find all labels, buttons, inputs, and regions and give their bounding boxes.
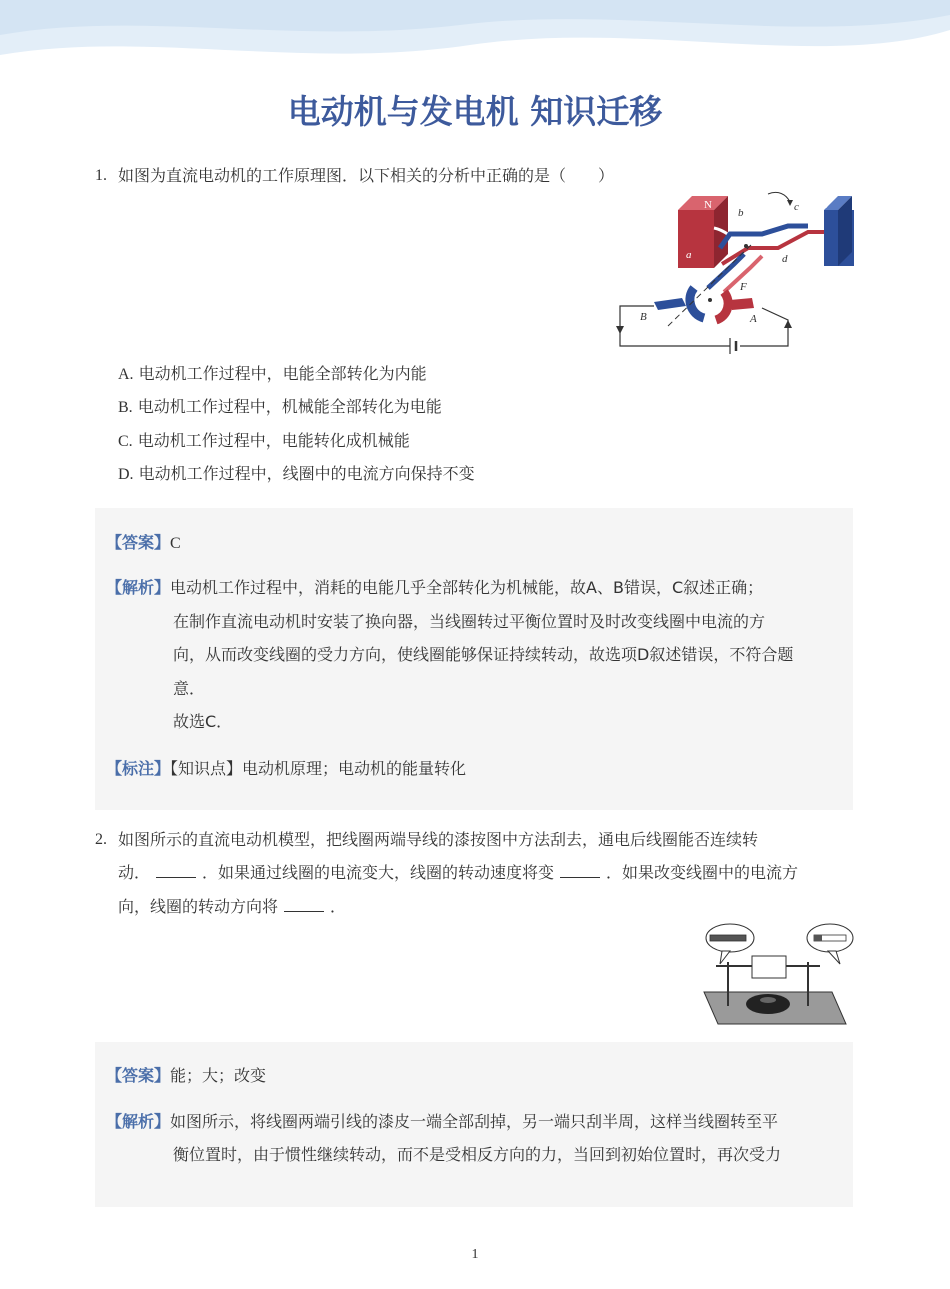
- analysis-1: 【解析】电动机工作过程中，消耗的电能几乎全部转化为机械能，故A、B错误，C叙述正确；: [106, 578, 764, 597]
- option-b[interactable]: B. 电动机工作过程中，机械能全部转化为电能: [118, 397, 442, 416]
- label-c: c: [794, 201, 799, 213]
- motor-principle-figure: [612, 188, 860, 360]
- label-b: b: [738, 207, 744, 219]
- option-d[interactable]: D. 电动机工作过程中，线圈中的电流方向保持不变: [118, 464, 475, 483]
- label-big-b: B: [640, 311, 647, 323]
- analysis-2: 【解析】如图所示，将线圈两端引线的漆皮一端全部刮掉，另一端只刮半周，这样当线圈转至平: [106, 1112, 779, 1131]
- note-1: 【标注】【知识点】电动机原理；电动机的能量转化: [106, 759, 467, 778]
- question-2-line-3: 向，线圈的转动方向将 ．: [118, 897, 347, 916]
- label-a: a: [686, 249, 692, 261]
- analysis-1-line-5: 故选C．: [173, 712, 233, 731]
- answer-tag: 【答案】: [106, 533, 171, 552]
- answer-2: 【答案】能；大；改变: [106, 1066, 267, 1085]
- question-2-line-1: 如图所示的直流电动机模型，把线圈两端导线的漆按图中方法刮去，通电后线圈能否连续转: [118, 830, 759, 849]
- label-big-a: A: [750, 313, 757, 325]
- analysis-1-line-4: 意．: [173, 679, 206, 698]
- question-1-number: 1.: [95, 167, 107, 184]
- note-tag: 【标注】: [106, 759, 171, 778]
- analysis-2-line-2: 衡位置时，由于惯性继续转动，而不是受相反方向的力，当回到初始位置时，再次受力: [173, 1145, 782, 1164]
- answer-1: 【答案】C: [106, 533, 181, 552]
- label-d: d: [782, 253, 788, 265]
- label-f: F: [740, 281, 747, 293]
- blank-2[interactable]: [560, 863, 600, 878]
- page-title: 电动机与发电机 知识迁移: [287, 92, 663, 131]
- label-s: S: [822, 199, 829, 211]
- blank-1[interactable]: [156, 863, 196, 878]
- motor-model-figure: [700, 920, 856, 1030]
- label-n: N: [704, 199, 712, 211]
- page-number: 1: [471, 1247, 479, 1262]
- blank-3[interactable]: [284, 897, 324, 912]
- question-2-number: 2.: [95, 831, 107, 848]
- analysis-1-line-2: 在制作直流电动机时安装了换向器，当线圈转过平衡位置时及时改变线圈中电流的方: [173, 612, 766, 631]
- question-1-stem: 如图为直流电动机的工作原理图．以下相关的分析中正确的是（ ）: [118, 166, 615, 185]
- analysis-tag: 【解析】: [106, 1112, 171, 1131]
- option-a[interactable]: A. 电动机工作过程中，电能全部转化为内能: [118, 364, 427, 383]
- analysis-1-line-3: 向，从而改变线圈的受力方向，使线圈能够保证持续转动，故选项D叙述错误，不符合题: [173, 645, 794, 664]
- answer-tag: 【答案】: [106, 1066, 171, 1085]
- header-wave-decoration: [0, 0, 950, 80]
- analysis-tag: 【解析】: [106, 578, 171, 597]
- question-2-line-2: 动． ．如果通过线圈的电流变大，线圈的转动速度将变 ．如果改变线圈中的电流方: [118, 863, 799, 882]
- option-c[interactable]: C. 电动机工作过程中，电能转化成机械能: [118, 431, 410, 450]
